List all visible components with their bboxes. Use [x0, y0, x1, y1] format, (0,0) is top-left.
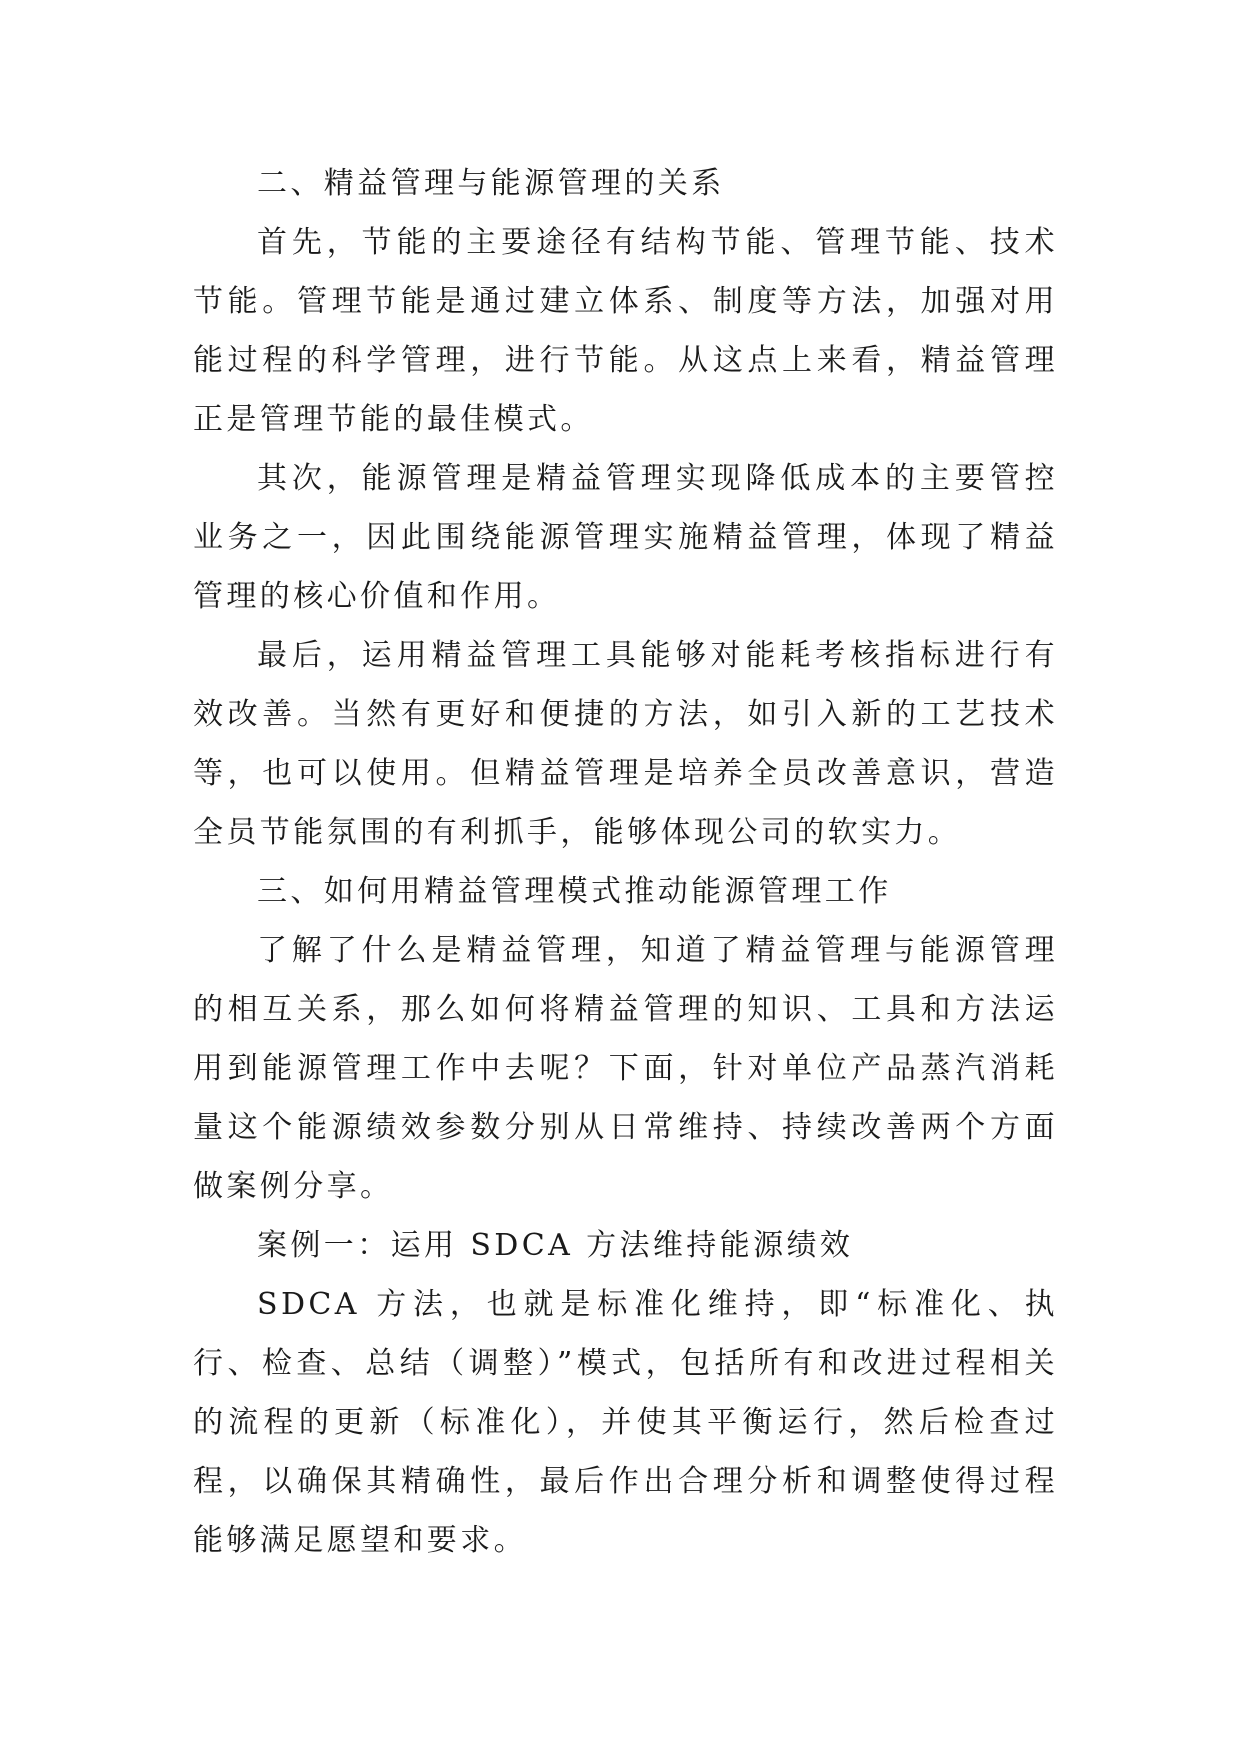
section-heading-how-to: 三、如何用精益管理模式推动能源管理工作 — [257, 874, 892, 909]
case-heading-sdca: 案例一：运用 SDCA 方法维持能源绩效 — [257, 1228, 854, 1263]
paragraph-introduction: 了解了什么是精益管理，知道了精益管理与能源管理的相互关系，那么如何将精益管理的知识、工具和方法运用到能源管理工作中去呢？下面，针对单位产品蒸汽消耗量这个能源绩效参数分别从日常维持、持续改善两个方面做案例分享。 — [193, 933, 1058, 1204]
document-body — [193, 154, 1058, 1570]
section-heading-relationship: 二、精益管理与能源管理的关系 — [257, 166, 725, 201]
paragraph-finally: 最后，运用精益管理工具能够对能耗考核指标进行有效改善。当然有更好和便捷的方法，如引入新的工艺技术等，也可以使用。但精益管理是培养全员改善意识，营造全员节能氛围的有利抓手，能够体现公司的软实力。 — [193, 638, 1058, 850]
paragraph-secondly: 其次，能源管理是精益管理实现降低成本的主要管控业务之一，因此围绕能源管理实施精益管理，体现了精益管理的核心价值和作用。 — [193, 461, 1058, 614]
paragraph-sdca: SDCA 方法，也就是标准化维持，即“标准化、执行、检查、总结（调整）”模式，包括所有和改进过程相关的流程的更新（标准化），并使其平衡运行，然后检查过程，以确保其精确性，最后作出合理分析和调整使得过程能够满足愿望和要求。 — [193, 1287, 1058, 1558]
paragraph-firstly: 首先，节能的主要途径有结构节能、管理节能、技术节能。管理节能是通过建立体系、制度等方法，加强对用能过程的科学管理，进行节能。从这点上来看，精益管理正是管理节能的最佳模式。 — [193, 225, 1058, 437]
